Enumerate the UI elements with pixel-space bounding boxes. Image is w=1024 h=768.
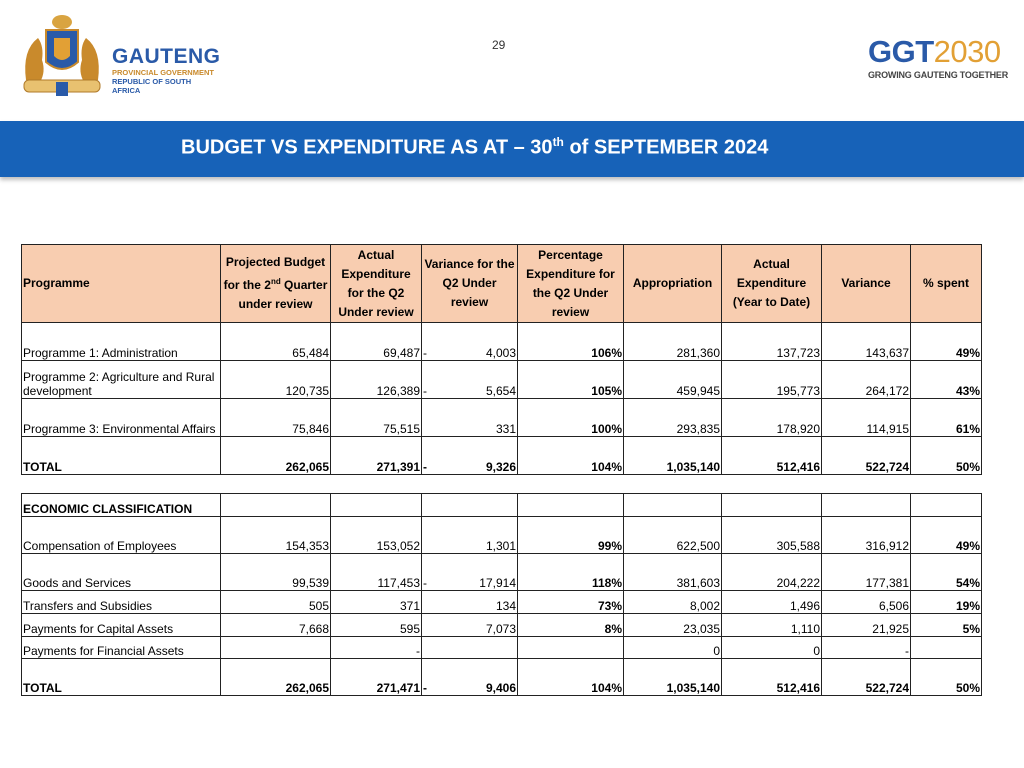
gauteng-logo (16, 10, 221, 100)
gauteng-subtitle-2: REPUBLIC OF SOUTH AFRICA (112, 77, 192, 95)
coat-of-arms-icon (16, 10, 108, 98)
table-row: Payments for Capital Assets 7,668 595 7,073 8% 23,035 1,110 21,925 5% (22, 614, 982, 637)
gauteng-title: GAUTENG (112, 45, 221, 68)
gauteng-subtitle-1: PROVINCIAL GOVERNMENT (112, 68, 214, 77)
header-pct-spent: % spent (911, 245, 982, 323)
section-heading-row (22, 494, 982, 517)
table-row: Goods and Services 99,539 117,453 - 17,914 118% 381,603 204,222 177,381 54% (22, 554, 982, 591)
programme-budget-table (21, 244, 982, 475)
header-programme: Programme (22, 245, 221, 323)
header-actual-expenditure-q2: Actual Expenditure for the Q2 Under review (331, 245, 422, 323)
title-banner (0, 121, 1024, 177)
economic-classification-heading: ECONOMIC CLASSIFICATION (22, 494, 221, 517)
ggt2030-logo (868, 36, 1008, 96)
table-row: Compensation of Employees 154,353 153,052 1,301 99% 622,500 305,588 316,912 49% (22, 517, 982, 554)
table-header-row (22, 245, 982, 323)
header-appropriation: Appropriation (624, 245, 722, 323)
total-row: TOTAL 262,065 271,471 - 9,406 104% 1,035,140 512,416 522,724 50% (22, 659, 982, 696)
header-actual-ytd: Actual Expenditure (Year to Date) (722, 245, 822, 323)
header-projected-budget: Projected Budget for the 2nd Quarter under review (221, 245, 331, 323)
table-row: Programme 2: Agriculture and Rural development 120,735 126,389 - 5,654 105% 459,945 195,773 264,172 43% (22, 361, 982, 399)
header-variance-q2: Variance for the Q2 Under review (422, 245, 518, 323)
table-row: Programme 3: Environmental Affairs 75,846 75,515 331 100% 293,835 178,920 114,915 61% (22, 399, 982, 437)
table-row: Programme 1: Administration 65,484 69,487 - 4,003 106% 281,360 137,723 143,637 49% (22, 323, 982, 361)
ggt-tagline: GROWING GAUTENG TOGETHER (868, 70, 1009, 80)
table-row: Payments for Financial Assets - 0 0 - (22, 637, 982, 659)
economic-classification-table (21, 493, 982, 696)
table-row: Transfers and Subsidies 505 371 134 73% 8,002 1,496 6,506 19% (22, 591, 982, 614)
page-title: BUDGET VS EXPENDITURE AS AT – 30th of SEPTEMBER 2024 (181, 135, 769, 159)
header-percentage-q2: Percentage Expenditure for the Q2 Under review (518, 245, 624, 323)
ggt-text: GGT (868, 34, 934, 69)
ggt-year: 2030 (933, 34, 1001, 69)
total-row: TOTAL 262,065 271,391 - 9,326 104% 1,035,140 512,416 522,724 50% (22, 437, 982, 475)
page-number: 29 (492, 38, 506, 52)
header-variance: Variance (822, 245, 911, 323)
